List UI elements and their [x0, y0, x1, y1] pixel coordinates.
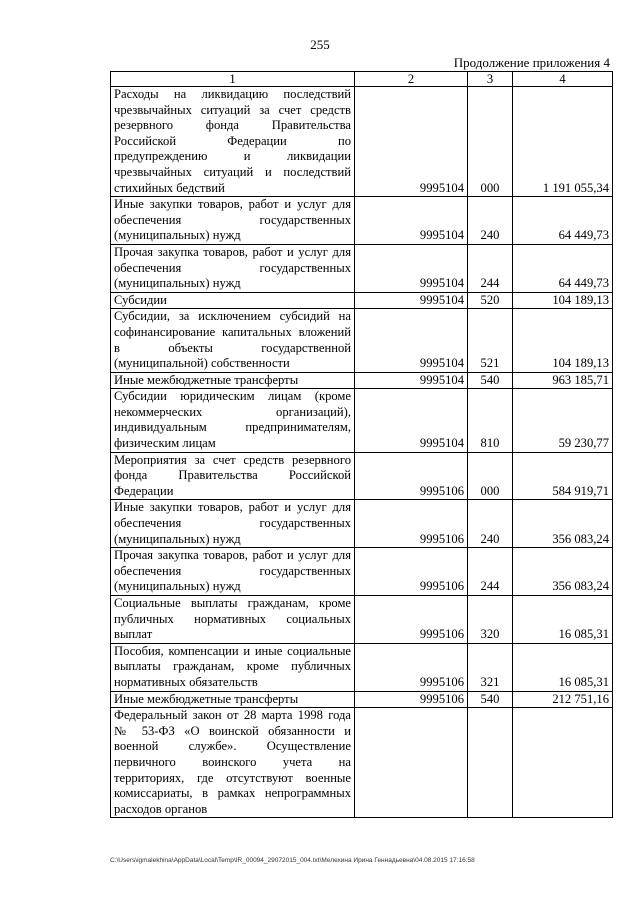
column-header: 4	[513, 72, 613, 87]
row-code: 9995104	[355, 372, 468, 389]
table-row	[111, 87, 613, 197]
row-type: 000	[468, 452, 513, 500]
table-row	[111, 389, 613, 452]
row-type: 244	[468, 548, 513, 596]
row-name: Расходы на ликвидацию последствий чрезвычайных ситуаций за счет средств резервного фонда Правительства Российской Федерации по предупреждению и ликвидации чрезвычайных ситуаций и последствий стихийных бедствий	[111, 87, 355, 197]
column-header: 2	[355, 72, 468, 87]
row-name: Пособия, компенсации и иные социальные выплаты гражданам, кроме публичных нормативных обязательств	[111, 643, 355, 691]
table-row	[111, 548, 613, 596]
row-name: Иные межбюджетные трансферты	[111, 691, 355, 708]
row-name: Прочая закупка товаров, работ и услуг для обеспечения государственных (муниципальных) нужд	[111, 244, 355, 292]
budget-table	[110, 71, 613, 818]
row-name: Прочая закупка товаров, работ и услуг для обеспечения государственных (муниципальных) нужд	[111, 548, 355, 596]
row-name: Федеральный закон от 28 марта 1998 года № 53-ФЗ «О воинской обязанности и военной службе». Осуществление первичного воинского учета на территориях, где отсутствуют военные комиссариаты, в рамках непрограммных расходов органов	[111, 708, 355, 818]
table-row	[111, 372, 613, 389]
table-row	[111, 452, 613, 500]
table-row	[111, 643, 613, 691]
row-amount: 104 189,13	[513, 309, 613, 372]
row-amount: 356 083,24	[513, 500, 613, 548]
table-row	[111, 309, 613, 372]
row-amount: 104 189,13	[513, 292, 613, 309]
row-code: 9995106	[355, 500, 468, 548]
row-amount: 16 085,31	[513, 596, 613, 644]
row-type: 240	[468, 500, 513, 548]
row-code: 9995104	[355, 244, 468, 292]
page-number: 255	[310, 37, 330, 52]
row-amount: 16 085,31	[513, 643, 613, 691]
row-code: 9995104	[355, 389, 468, 452]
row-code: 9995104	[355, 87, 468, 197]
row-code: 9995106	[355, 691, 468, 708]
row-type: 810	[468, 389, 513, 452]
row-type: 521	[468, 309, 513, 372]
row-code: 9995106	[355, 643, 468, 691]
row-name: Мероприятия за счет средств резервного фонда Правительства Российской Федерации	[111, 452, 355, 500]
row-code: 9995104	[355, 292, 468, 309]
row-name: Субсидии, за исключением субсидий на софинансирование капитальных вложений в объекты государственной (муниципальной) собственности	[111, 309, 355, 372]
row-amount	[513, 708, 613, 818]
row-name: Субсидии юридическим лицам (кроме некоммерческих организаций), индивидуальным предпринимателям, физическим лицам	[111, 389, 355, 452]
row-amount: 356 083,24	[513, 548, 613, 596]
row-name: Иные закупки товаров, работ и услуг для обеспечения государственных (муниципальных) нужд	[111, 500, 355, 548]
row-type: 540	[468, 691, 513, 708]
table-row	[111, 500, 613, 548]
row-type: 240	[468, 197, 513, 245]
table-row	[111, 691, 613, 708]
header-row	[111, 72, 613, 87]
table-row	[111, 244, 613, 292]
row-code: 9995106	[355, 452, 468, 500]
row-amount: 584 919,71	[513, 452, 613, 500]
row-amount: 1 191 055,34	[513, 87, 613, 197]
row-amount: 64 449,73	[513, 197, 613, 245]
file-path-footer: C:\Users\igmalekhina\AppData\Local\Temp\IR_00094_29072015_004.txt\Мелехина Ирина Геннадьевна\04.08.2015 17:16:58	[110, 857, 475, 864]
row-type: 321	[468, 643, 513, 691]
column-header: 1	[111, 72, 355, 87]
table-row	[111, 596, 613, 644]
row-type: 000	[468, 87, 513, 197]
row-amount: 963 185,71	[513, 372, 613, 389]
row-amount: 64 449,73	[513, 244, 613, 292]
row-name: Иные закупки товаров, работ и услуг для обеспечения государственных (муниципальных) нужд	[111, 197, 355, 245]
row-code: 9995104	[355, 309, 468, 372]
row-code: 9995106	[355, 596, 468, 644]
row-type: 244	[468, 244, 513, 292]
continuation-label: Продолжение приложения 4	[453, 55, 610, 70]
row-type: 320	[468, 596, 513, 644]
table-row	[111, 708, 613, 818]
row-type	[468, 708, 513, 818]
table-row	[111, 197, 613, 245]
row-name: Субсидии	[111, 292, 355, 309]
table-row	[111, 292, 613, 309]
row-code: 9995104	[355, 197, 468, 245]
row-code	[355, 708, 468, 818]
row-type: 520	[468, 292, 513, 309]
row-name: Иные межбюджетные трансферты	[111, 372, 355, 389]
row-type: 540	[468, 372, 513, 389]
row-amount: 59 230,77	[513, 389, 613, 452]
row-code: 9995106	[355, 548, 468, 596]
row-amount: 212 751,16	[513, 691, 613, 708]
column-header: 3	[468, 72, 513, 87]
row-name: Социальные выплаты гражданам, кроме публичных нормативных социальных выплат	[111, 596, 355, 644]
